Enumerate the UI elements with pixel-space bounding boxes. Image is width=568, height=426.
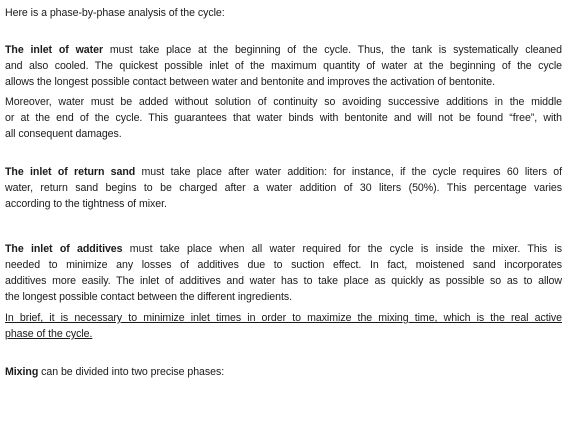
paragraph-line: Moreover, water must be added without solution of continuity so avoiding successive additions in the middle — [5, 96, 562, 108]
paragraph-line: and also cooled. The quickest possible inlet of the maximum quantity of water at the beginning of the cycle — [5, 60, 562, 72]
line-text: must take place when all water required for the cycle is inside the mixer. This is — [122, 243, 562, 255]
paragraph-line: according to the tightness of mixer. — [5, 198, 167, 210]
bold-lead: Mixing — [5, 366, 39, 378]
paragraph-water-continuity — [5, 94, 562, 142]
line-text: must take place after water addition: for instance, if the cycle requires 60 liters of — [135, 166, 562, 178]
paragraph-return-sand — [5, 164, 562, 212]
paragraph-additives — [5, 241, 562, 305]
paragraph-brief — [5, 310, 562, 342]
line-text: can be divided into two precise phases: — [38, 366, 225, 378]
paragraph-line: additives more easily. The inlet of additives and water has to take place as quickly as possible so as to allow — [5, 275, 562, 287]
bold-lead: The inlet of additives — [5, 243, 123, 255]
paragraph-inlet-water — [5, 42, 562, 90]
paragraph-mixing — [5, 364, 562, 380]
intro-text: Here is a phase-by-phase analysis of the cycle: — [5, 7, 225, 19]
paragraph-line — [5, 42, 562, 58]
paragraph-line: all consequent damages. — [5, 128, 122, 140]
underlined-line: In brief, it is necessary to minimize inlet times in order to maximize the mixing time, which is the real active — [5, 312, 562, 324]
bold-lead: The inlet of water — [5, 44, 104, 56]
paragraph-line: water, return sand begins to be charged after a water addition of 30 liters (50%). This percentage varies — [5, 182, 562, 194]
paragraph-line — [5, 364, 562, 380]
bold-lead: The inlet of return sand — [5, 166, 136, 178]
underlined-line: phase of the cycle. — [5, 328, 93, 340]
paragraph-line — [5, 164, 562, 180]
paragraph-line: allows the longest possible contact between water and bentonite and improves the activation of bentonite. — [5, 76, 496, 88]
paragraph-line: the longest possible contact between the different ingredients. — [5, 291, 292, 303]
line-text: must take place at the beginning of the cycle. Thus, the tank is systematically cleaned — [103, 44, 562, 56]
paragraph-line — [5, 241, 562, 257]
paragraph-line: needed to minimize any losses of additives due to suction effect. In fact, moistened sand incorporates — [5, 259, 562, 271]
paragraph-line: or at the end of the cycle. This guarantees that water binds with bentonite and will not be found “free”, with — [5, 112, 562, 124]
